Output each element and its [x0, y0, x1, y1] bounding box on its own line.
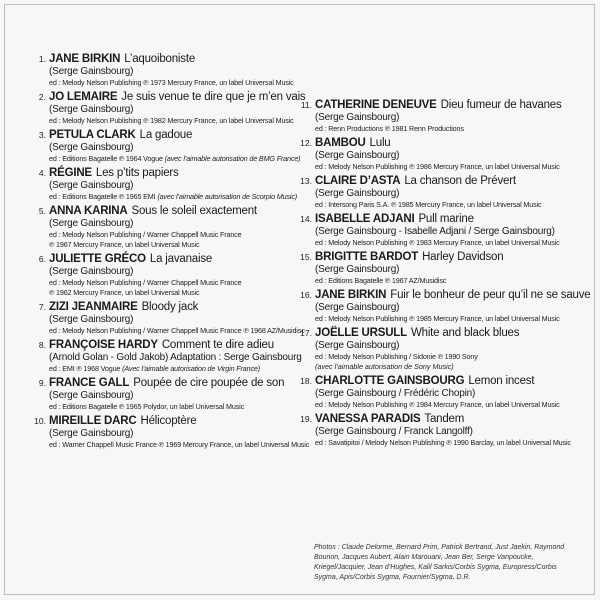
track-number: 4. — [38, 168, 46, 178]
track-credit: (Serge Gainsbourg) — [315, 188, 400, 199]
track-publishing — [315, 276, 588, 286]
track-credit: (Serge Gainsbourg) — [315, 112, 400, 123]
track-credit: (Serge Gainsbourg) — [49, 66, 134, 77]
track-title: Comment te dire adieu — [161, 339, 274, 351]
track-artist: PETULA CLARK — [49, 129, 136, 141]
publishing-text: ed : Melody Nelson Publishing / Warner Chappell Music France ℗ 1968 AZ/Musidisc — [49, 326, 305, 335]
track-publishing — [315, 124, 588, 134]
track-number: 12. — [300, 138, 312, 148]
track-title: Sous le soleil exactement — [131, 205, 257, 217]
publishing-text: ed : Editions Bagatelle ℗ 1964 Vogue — [49, 154, 165, 163]
track-publishing — [315, 314, 588, 324]
track-number: 13. — [300, 176, 312, 186]
track-artist: JANE BIRKIN — [315, 289, 387, 301]
publishing-note: (avec l’aimable autorisation de Scorpio Music) — [157, 192, 298, 201]
track-publishing — [315, 400, 588, 410]
photo-credits: Photos : Claude Delorme, Bernard Prim, Patrick Bertrand, Just Jaekin, Raymond Bounon, Jacques Aubert, Alain Marouani, Jean Ber, Serge Vanpoucke, Kriegel/Jacquier, Jean d’Hughes, Kalil Sarkis/Corbis Sygma, Europress/Corbis Sygma, Apis/Corbis Sygma, Fournier/Sygma, D.R. — [314, 544, 565, 581]
track-title: Hélicoptère — [140, 415, 197, 427]
track-artist: JOËLLE URSULL — [315, 327, 407, 339]
track-number: 8. — [38, 340, 46, 350]
track-item — [298, 288, 591, 324]
track-artist: ZIZI JEANMAIRE — [49, 301, 138, 313]
track-credit: (Serge Gainsbourg) — [315, 340, 400, 351]
track-publishing — [49, 192, 304, 202]
publishing-text: ed : Melody Nelson Publishing ℗ 1986 Mercury France, un label Universal Music — [315, 162, 560, 171]
track-publishing — [49, 116, 304, 126]
track-item — [32, 376, 304, 412]
track-number: 18. — [300, 376, 312, 386]
track-number: 3. — [38, 130, 46, 140]
track-publishing — [49, 364, 304, 374]
publishing-text: ed : Warner Chappell Music France ℗ 1969 Mercury France, un label Universal Music — [49, 440, 310, 449]
publishing-text: ed : Intersong Paris S.A. ℗ 1985 Mercury France, un label Universal Music — [315, 200, 542, 209]
track-item — [32, 166, 304, 202]
track-title: White and black blues — [410, 327, 520, 339]
track-number: 16. — [300, 290, 312, 300]
track-title: La gadoue — [139, 129, 193, 141]
track-publishing — [49, 440, 310, 450]
publishing-text: ed : Editions Bagatelle ℗ 1967 AZ/Musidisc — [315, 276, 447, 285]
track-item — [298, 174, 588, 210]
track-credit: (Serge Gainsbourg - Isabelle Adjani / Serge Gainsbourg) — [315, 226, 555, 237]
track-publishing — [49, 154, 304, 164]
track-artist: MIREILLE DARC — [49, 415, 137, 427]
publishing-note: (Avec l’aimable autorisation de Virgin France) — [122, 364, 260, 373]
track-credit: (Serge Gainsbourg / Franck Langolff) — [315, 426, 473, 437]
track-artist: FRANCE GALL — [49, 377, 130, 389]
track-credit: (Serge Gainsbourg) — [315, 150, 400, 161]
publishing-text: ed : EMI ℗ 1968 Vogue — [49, 364, 123, 373]
track-title: La javanaise — [149, 253, 213, 265]
track-publishing — [315, 238, 588, 248]
publishing-note: (avec l’aimable autorisation de BMG France) — [164, 154, 301, 163]
track-artist: BRIGITTE BARDOT — [315, 251, 419, 263]
track-artist: VANESSA PARADIS — [315, 413, 421, 425]
publishing-text: ed : Melody Nelson Publishing ℗ 1973 Mercury France, un label Universal Music — [49, 78, 294, 87]
track-title: Bloody jack — [141, 301, 199, 313]
track-number: 11. — [300, 100, 312, 110]
publishing-text: ed : Melody Nelson Publishing ℗ 1984 Mercury France, un label Universal Music — [315, 400, 560, 409]
track-credit: (Serge Gainsbourg) — [49, 180, 134, 191]
track-artist: FRANÇOISE HARDY — [49, 339, 158, 351]
track-publishing — [315, 162, 588, 172]
track-artist: JO LEMAIRE — [49, 91, 118, 103]
track-item — [32, 204, 304, 250]
track-publishing-line2: ℗ 1962 Mercury France, un label Universal Music — [49, 288, 200, 297]
publishing-text: ed : Editions Bagatelle ℗ 1965 EMI — [49, 192, 158, 201]
track-item — [298, 250, 588, 286]
publishing-text: ed : Melody Nelson Publishing ℗ 1983 Mercury France, un label Universal Music — [315, 238, 560, 247]
track-item — [32, 52, 304, 88]
track-artist: JANE BIRKIN — [49, 53, 121, 65]
track-artist: ANNA KARINA — [49, 205, 128, 217]
track-item — [298, 374, 588, 410]
track-title: Lulu — [369, 137, 391, 149]
track-title: Fuir le bonheur de peur qu’il ne se sauve — [390, 289, 591, 301]
track-publishing — [49, 278, 304, 288]
track-credit: (Serge Gainsbourg) — [315, 302, 400, 313]
track-item — [298, 136, 588, 172]
track-artist: CHARLOTTE GAINSBOURG — [315, 375, 465, 387]
track-credit: (Serge Gainsbourg) — [49, 266, 134, 277]
publishing-text: ed : Renn Productions ℗ 1981 Renn Productions — [315, 124, 464, 133]
track-title: Pull marine — [418, 213, 474, 225]
track-number: 15. — [300, 252, 312, 262]
track-credit: (Serge Gainsbourg) — [315, 264, 400, 275]
track-number: 7. — [38, 302, 46, 312]
track-number: 9. — [38, 378, 46, 388]
track-credit: (Serge Gainsbourg / Frédéric Chopin) — [315, 388, 476, 399]
track-publishing-note: (avec l’aimable autorisation de Sony Music) — [315, 362, 454, 371]
track-title: Les p’tits papiers — [95, 167, 179, 179]
track-credit: (Arnold Golan - Gold Jakob) Adaptation : Serge Gainsbourg — [49, 352, 302, 363]
publishing-text: ed : Melody Nelson Publishing ℗ 1985 Mercury France, un label Universal Music — [315, 314, 560, 323]
track-title: La chanson de Prévert — [404, 175, 516, 187]
track-credit: (Serge Gainsbourg) — [49, 142, 134, 153]
publishing-text: ed : Melody Nelson Publishing / Warner Chappell Music France — [49, 278, 242, 287]
track-item — [298, 412, 588, 448]
track-artist: RÉGINE — [49, 167, 92, 179]
track-title: Lemon incest — [468, 375, 535, 387]
track-number: 14. — [300, 214, 312, 224]
track-publishing-line2: ℗ 1967 Mercury France, un label Universal Music — [49, 240, 200, 249]
track-publishing — [315, 438, 588, 448]
track-item — [32, 338, 304, 374]
track-number: 10. — [34, 416, 46, 426]
track-publishing — [49, 402, 304, 412]
track-number: 1. — [38, 54, 46, 64]
track-credit: (Serge Gainsbourg) — [49, 390, 134, 401]
track-credit: (Serge Gainsbourg) — [49, 104, 134, 115]
track-publishing — [49, 326, 304, 336]
track-artist: JULIETTE GRÉCO — [49, 253, 146, 265]
track-title: Tandem — [424, 413, 465, 425]
publishing-text: ed : Melody Nelson Publishing ℗ 1982 Mercury France, un label Universal Music — [49, 116, 294, 125]
track-publishing — [315, 352, 588, 362]
track-item — [32, 90, 304, 126]
tracklist-right — [298, 98, 591, 448]
track-artist: CATHERINE DENEUVE — [315, 99, 437, 111]
track-credit: (Serge Gainsbourg) — [49, 218, 134, 229]
track-title: Dieu fumeur de havanes — [440, 99, 562, 111]
track-number: 17. — [300, 328, 312, 338]
track-title: Harley Davidson — [422, 251, 504, 263]
track-credit: (Serge Gainsbourg) — [49, 428, 134, 439]
track-item — [298, 98, 588, 134]
track-artist: CLAIRE D’ASTA — [315, 175, 401, 187]
track-title: Je suis venue te dire que je m’en vais — [121, 91, 306, 103]
track-credit: (Serge Gainsbourg) — [49, 314, 134, 325]
track-artist: ISABELLE ADJANI — [315, 213, 415, 225]
track-artist: BAMBOU — [315, 137, 366, 149]
publishing-text: ed : Editions Bagatelle ℗ 1965 Polydor, un label Universal Music — [49, 402, 245, 411]
track-title: Poupée de cire poupée de son — [133, 377, 285, 389]
track-title: L’aquoiboniste — [124, 53, 196, 65]
publishing-text: ed : Savatipitoi / Melody Nelson Publishing ℗ 1990 Barclay, un label Universal Music — [315, 438, 571, 447]
track-publishing — [315, 200, 588, 210]
publishing-text: ed : Melody Nelson Publishing / Warner Chappell Music France — [49, 230, 242, 239]
track-item — [298, 212, 588, 248]
track-publishing — [49, 230, 304, 240]
track-item — [32, 300, 304, 336]
track-number: 2. — [38, 92, 46, 102]
publishing-text: ed : Melody Nelson Publishing / Sidonie ℗ 1990 Sony — [315, 352, 478, 361]
track-number: 5. — [38, 206, 46, 216]
track-number: 19. — [300, 414, 312, 424]
track-item — [32, 252, 304, 298]
track-number: 6. — [38, 254, 46, 264]
track-item — [32, 128, 304, 164]
track-publishing — [49, 78, 304, 88]
track-item — [298, 326, 588, 372]
track-item — [32, 414, 310, 450]
